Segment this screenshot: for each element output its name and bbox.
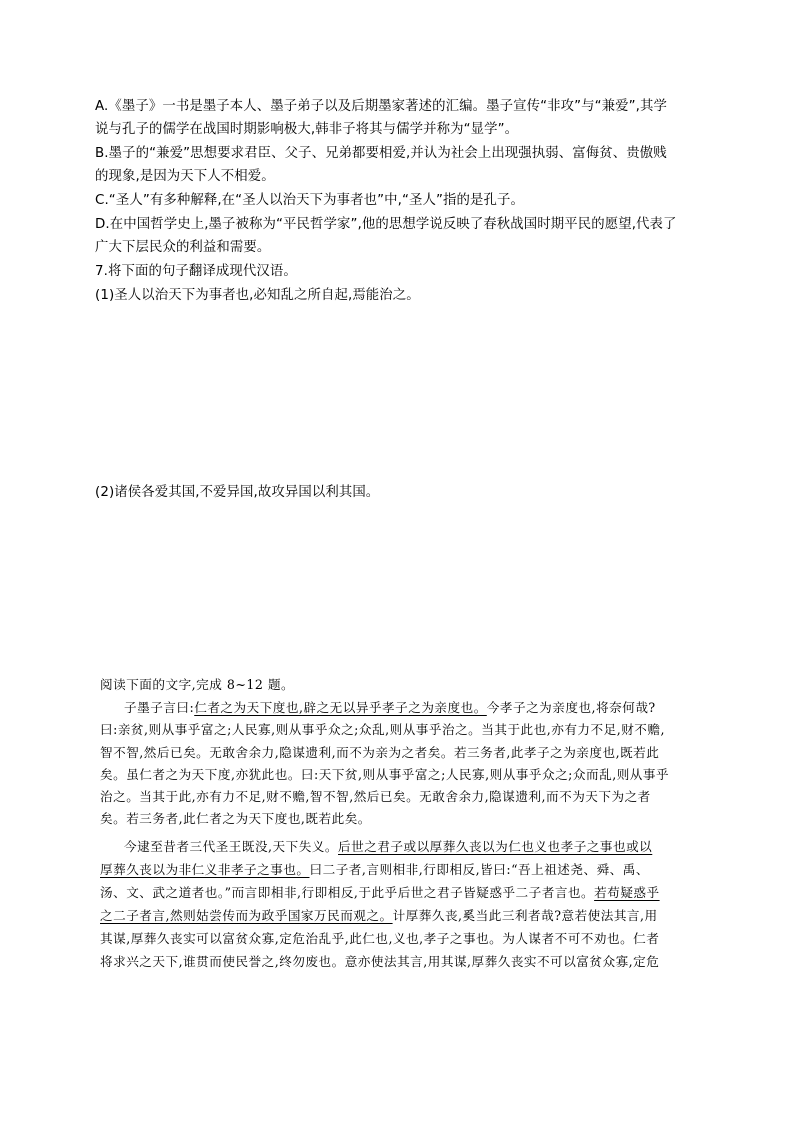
passage-p2-line-2 bbox=[100, 860, 649, 880]
answer-space-2[interactable] bbox=[95, 510, 695, 660]
passage-text: 汤、文、武之道者也。”而言即相非,行即相反,于此乎后世之君子皆疑惑乎二子者言也。 bbox=[100, 885, 595, 900]
passage-p2-line-5: 其谋,厚葬久丧实可以富贫众寡,定危治乱乎,此仁也,义也,孝子之事也。为人谋者不可不劝也。仁者 bbox=[100, 931, 660, 946]
passage-text: 计厚葬久丧,奚当此三利者哉?意若使法其言,用 bbox=[392, 908, 658, 923]
passage-text: 曰二子者,言则相非,行即相反,皆曰:“吾上祖述尧、舜、禹、 bbox=[309, 862, 649, 877]
question-7-2: (2)诸侯各爱其国,不爱异国,故攻异国以利其国。 bbox=[95, 485, 380, 500]
passage-p1-line-3: 智不智,然后已矣。无敢舍余力,隐谋遗利,而不为亲为之者矣。若三务者,此孝子之为亲度也,既若此 bbox=[100, 745, 660, 760]
option-a-line-2: 说与孔子的儒学在战国时期影响极大,韩非子将其与儒学并称为“显学”。 bbox=[95, 122, 519, 137]
passage-p1-line-5: 治之。当其于此,亦有力不足,财不赡,智不智,然后已矣。无敢舍余力,隐谋遗利,而不为天下为之者 bbox=[100, 789, 651, 804]
passage-text: 子墨子言曰: bbox=[124, 700, 195, 715]
passage-p2-line-3 bbox=[100, 883, 660, 903]
question-7-1: (1)圣人以治天下为事者也,必知乱之所自起,焉能治之。 bbox=[95, 288, 420, 303]
passage-p2-line-6: 将求兴之天下,谁贯而使民誉之,终勿废也。意亦使法其言,用其谋,厚葬久丧实不可以富贫众寡,定危 bbox=[100, 954, 660, 969]
option-d-line-1: D.在中国哲学史上,墨子被称为“平民哲学家”,他的思想学说反映了春秋战国时期平民的愿望,代表了 bbox=[95, 217, 677, 232]
passage-p2-line-4 bbox=[100, 906, 658, 926]
passage-text: 今逮至昔者三代圣王既没,天下失义。 bbox=[124, 839, 339, 854]
underlined-sentence-2a: 后世之君子或以厚葬久丧以为仁也义也孝子之事也或以 bbox=[338, 839, 653, 854]
answer-space-1[interactable] bbox=[95, 312, 695, 477]
question-7-title: 7.将下面的句子翻译成现代汉语。 bbox=[95, 264, 297, 279]
passage-p1-line-6: 矣。若三务者,此仁者之为天下度也,既若此矣。 bbox=[100, 811, 371, 826]
option-b-line-1: B.墨子的“兼爱”思想要求君臣、父子、兄弟都要相爱,并认为社会上出现强执弱、富侮贫、贵傲贱 bbox=[95, 146, 667, 161]
option-c-line: C.“圣人”有多种解释,在“圣人以治天下为事者也”中,“圣人”指的是孔子。 bbox=[95, 193, 524, 208]
option-b-line-2: 的现象,是因为天下人不相爱。 bbox=[95, 169, 275, 184]
passage-p1-line-2: 曰:亲贫,则从事乎富之;人民寡,则从事乎众之;众乱,则从事乎治之。当其于此也,亦有力不足,财不赡, bbox=[100, 722, 665, 737]
passage-p2-line-1 bbox=[124, 837, 652, 857]
option-a-line-1: A.《墨子》一书是墨子本人、墨子弟子以及后期墨家著述的汇编。墨子宣传“非攻”与“兼爱”,其学 bbox=[95, 99, 668, 114]
passage-p1-line-4: 矣。虽仁者之为天下度,亦犹此也。曰:天下贫,则从事乎富之;人民寡,则从事乎众之;众而乱,则从事乎 bbox=[100, 767, 670, 782]
underlined-sentence-2b: 厚葬久丧以为非仁义非孝子之事也。 bbox=[100, 862, 310, 877]
passage-p1-line-1 bbox=[124, 698, 656, 718]
reading-instruction: 阅读下面的文字,完成 8~12 题。 bbox=[100, 677, 295, 692]
passage-text: 今孝子之为亲度也,将奈何哉? bbox=[486, 700, 656, 715]
underlined-sentence-3b: 之二子者言,然则姑尝传而为政乎国家万民而观之。 bbox=[100, 908, 393, 923]
underlined-sentence-3a: 若苟疑惑乎 bbox=[594, 885, 660, 900]
underlined-sentence-1: 仁者之为天下度也,辟之无以异乎孝子之为亲度也。 bbox=[194, 700, 487, 715]
option-d-line-2: 广大下层民众的利益和需要。 bbox=[95, 240, 271, 255]
